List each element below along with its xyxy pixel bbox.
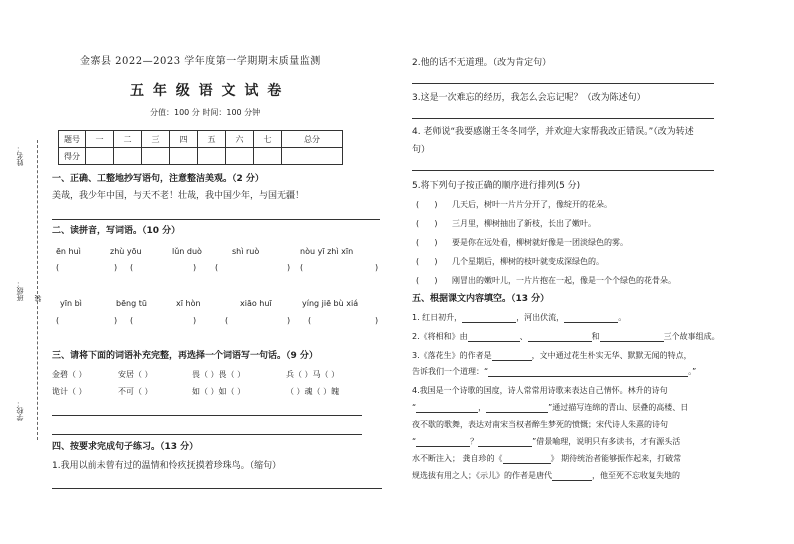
pinyin-item: shì ruò	[232, 247, 260, 256]
fill-3-line-2	[412, 367, 696, 377]
pinyin-item: xī hòn	[176, 299, 201, 308]
score-header-cell: 五	[198, 131, 226, 148]
fill-2-a: 2.《将相和》由	[412, 332, 468, 341]
score-header-cell: 总分	[282, 131, 343, 148]
blank[interactable]	[488, 367, 688, 377]
sentence-answer-line[interactable]	[52, 434, 362, 435]
score-cell[interactable]	[254, 148, 282, 165]
answer-line[interactable]	[412, 118, 714, 119]
idiom-item: 畏（ ）畏（ ）	[192, 370, 246, 379]
fill-4-line-3: 夜不歇的歌舞，表达对南宋当权者醉生梦死的愤慨；宋代诗人朱熹的诗句	[412, 420, 668, 429]
fill-4-line-5-b: 》 期待统治者能够振作起来，打破常	[550, 454, 682, 463]
fill-1	[412, 313, 626, 323]
fill-3-a: 3.《落花生》的作者是	[412, 351, 492, 360]
binding-mark: 装	[34, 295, 42, 302]
pinyin-item: nòu yī zhì xīn	[300, 247, 354, 256]
score-cell[interactable]	[86, 148, 114, 165]
fill-4-line-6-a: 规选拔有用之人；《示儿》的作者是唐代	[412, 471, 552, 480]
fill-1-a: 1. 红日初升，	[412, 313, 463, 322]
pinyin-item: zhù yōu	[110, 247, 142, 256]
fill-3-b: ，文中通过花生朴实无华、默默无闻的特点，	[531, 351, 692, 360]
section-2-title: 二、读拼音，写词语。（10 分）	[52, 226, 181, 236]
score-header-cell: 三	[142, 131, 170, 148]
blank[interactable]	[564, 313, 618, 323]
fill-4-line-2-b: ，	[478, 403, 487, 412]
fill-2	[412, 332, 720, 342]
score-table	[58, 130, 343, 165]
answer-line[interactable]	[412, 170, 714, 171]
score-header-cell: 七	[254, 131, 282, 148]
fill-3-line-1	[412, 351, 692, 361]
blank[interactable]	[503, 454, 551, 464]
fill-4-line-6	[412, 471, 680, 481]
answer-paren-close: )	[193, 263, 197, 272]
pinyin-item: ēn huì	[56, 247, 81, 256]
order-paren[interactable]: ( )	[416, 238, 438, 247]
section-1-title: 一、正确、工整地抄写语句，注意整洁美观。（2 分）	[52, 174, 264, 184]
idiom-item: 诡计（ ）	[52, 387, 87, 396]
answer-paren-open: (	[130, 316, 134, 325]
fill-3-c: 告诉我们一个道理：“	[412, 367, 489, 376]
answer-paren-open: (	[300, 263, 304, 272]
order-item: 几个星期后，柳树的枝叶就变成深绿色的。	[452, 257, 604, 266]
idiom-item: 安居（ ）	[118, 370, 153, 379]
score-cell[interactable]	[226, 148, 254, 165]
answer-line[interactable]	[412, 83, 714, 84]
pinyin-item: xiāo huī	[240, 299, 272, 308]
fill-4-line-4	[412, 437, 680, 447]
subject-title: 五 年 级 语 文 试 卷	[130, 83, 284, 99]
answer-paren-close: )	[375, 263, 379, 272]
score-header-cell: 题号	[59, 131, 86, 148]
answer-paren-close: )	[193, 316, 197, 325]
blank[interactable]	[552, 471, 592, 481]
idiom-item: 如（ ）如（ ）	[192, 387, 246, 396]
answer-paren-open: (	[308, 316, 312, 325]
fill-4-line-4-b: ？	[470, 437, 479, 446]
section-4-title: 四、按要求完成句子练习。（13 分）	[52, 442, 199, 452]
pinyin-item: lǔn duò	[172, 247, 202, 256]
section-3-title: 三、请将下面的词语补充完整，再选择一个词语写一句话。（9 分）	[52, 351, 318, 361]
fill-4-line-1: 4.我国是一个诗歌的国度，诗人常常用诗歌来表达自己情怀。林升的诗句	[412, 386, 668, 395]
score-cell[interactable]	[114, 148, 142, 165]
idiom-item: 兵（ ）马（ ）	[286, 370, 340, 379]
fill-3-d: 。”	[688, 367, 697, 376]
fill-4-line-2-a: “	[412, 403, 417, 412]
fill-1-c: 。	[618, 313, 627, 322]
section-1-text: 美哉，我少年中国，与天不老！壮哉，我中国少年，与国无疆！	[52, 191, 305, 201]
order-paren[interactable]: ( )	[416, 257, 438, 266]
exam-meta: 分值：100 分 时间：100 分钟	[150, 108, 261, 117]
question-5-title: 5.将下列句子按正确的顺序进行排列(5 分)	[412, 181, 581, 191]
score-header-cell: 六	[226, 131, 254, 148]
name-label: 姓名：	[16, 145, 24, 166]
idiom-item: 金碧（ ）	[52, 370, 87, 379]
pinyin-item: yīn bì	[60, 299, 82, 308]
fill-1-b: ，河出伏流，	[516, 313, 565, 322]
pinyin-item: yíng jiē bù xiá	[302, 299, 359, 308]
answer-paren-close: )	[287, 316, 291, 325]
score-row-label: 得分	[59, 148, 86, 165]
order-paren[interactable]: ( )	[416, 276, 438, 285]
answer-paren-open: (	[56, 316, 60, 325]
fill-4-line-2	[412, 403, 688, 413]
school-label: 学校：	[16, 400, 24, 421]
fill-4-line-6-b: ，他至死不忘收复失地的	[592, 471, 680, 480]
order-item: 几天后，树叶一片片分开了，像绽开的花朵。	[452, 200, 612, 209]
fill-2-d: 三个故事组成。	[663, 332, 720, 341]
fill-4-line-5-a: 水不断注入； 龚自珍的《	[412, 454, 503, 463]
score-header-cell: 四	[170, 131, 198, 148]
order-item: 要是你在远处看，柳树就好像是一团淡绿色的雾。	[452, 238, 628, 247]
class-label: 班级：	[16, 280, 24, 301]
question-4-line-1: 4. 老师说“我要感谢王冬冬同学，并欢迎大家帮我改正错误。”（改为转述	[412, 127, 694, 137]
answer-paren-open: (	[56, 263, 60, 272]
answer-paren-close: )	[287, 263, 291, 272]
fill-2-b: 、	[519, 332, 528, 341]
blank[interactable]	[528, 332, 592, 342]
blank[interactable]	[492, 351, 532, 361]
idiom-item: 不可（ ）	[118, 387, 153, 396]
copy-answer-line[interactable]	[52, 219, 380, 220]
fill-2-c: 和	[591, 332, 600, 341]
blank[interactable]	[462, 313, 516, 323]
order-item: 刚冒出的嫩叶儿，一片片抱在一起，像是一个个绿色的花骨朵。	[452, 276, 676, 285]
fill-4-line-5	[412, 454, 681, 464]
blank[interactable]	[416, 437, 470, 447]
score-header-cell: 一	[86, 131, 114, 148]
question-3: 3.这是一次难忘的经历，我怎么会忘记呢？（改为陈述句）	[412, 93, 646, 103]
binding-fold-line	[37, 140, 38, 440]
blank[interactable]	[478, 437, 532, 447]
answer-line[interactable]	[52, 488, 382, 489]
order-paren[interactable]: ( )	[416, 219, 438, 228]
answer-paren-close: )	[114, 316, 118, 325]
blank[interactable]	[600, 332, 664, 342]
pinyin-item: bēng tū	[116, 299, 147, 308]
fill-4-line-4-a: “	[412, 437, 417, 446]
sentence-answer-line[interactable]	[52, 415, 362, 416]
section-5-title: 五、根据课文内容填空。（13 分）	[412, 294, 550, 304]
exam-title: 金寨县 2022—2023 学年度第一学期期末质量监测	[80, 56, 321, 67]
score-table-header-row	[59, 131, 343, 148]
answer-paren-open: (	[215, 263, 219, 272]
order-item: 三月里，柳树抽出了新枝，长出了嫩叶。	[452, 219, 596, 228]
score-cell[interactable]	[198, 148, 226, 165]
blank[interactable]	[468, 332, 520, 342]
fill-4-line-2-c: ”通过描写连绵的青山、层叠的高楼、日	[548, 403, 689, 412]
idiom-item: （ ）魂（ ）魄	[286, 387, 340, 396]
score-cell[interactable]	[282, 148, 343, 165]
fill-4-line-4-c: ”借景喻理，说明只有多读书，才有源头活	[532, 437, 681, 446]
section-4-question-1: 1.我用以前未曾有过的温情和怜疚抚摸着珍珠鸟。（缩句）	[52, 461, 282, 471]
answer-paren-open: (	[130, 263, 134, 272]
score-cell[interactable]	[170, 148, 198, 165]
score-header-cell: 二	[114, 131, 142, 148]
score-cell[interactable]	[142, 148, 170, 165]
question-2: 2.他的话不无道理。（改为肯定句）	[412, 58, 552, 68]
answer-paren-close: )	[375, 316, 379, 325]
score-table-score-row	[59, 148, 343, 165]
blank[interactable]	[486, 403, 548, 413]
blank[interactable]	[416, 403, 478, 413]
order-paren[interactable]: ( )	[416, 200, 438, 209]
question-4-line-2: 句）	[412, 145, 431, 155]
answer-paren-close: )	[114, 263, 118, 272]
answer-paren-open: (	[225, 316, 229, 325]
